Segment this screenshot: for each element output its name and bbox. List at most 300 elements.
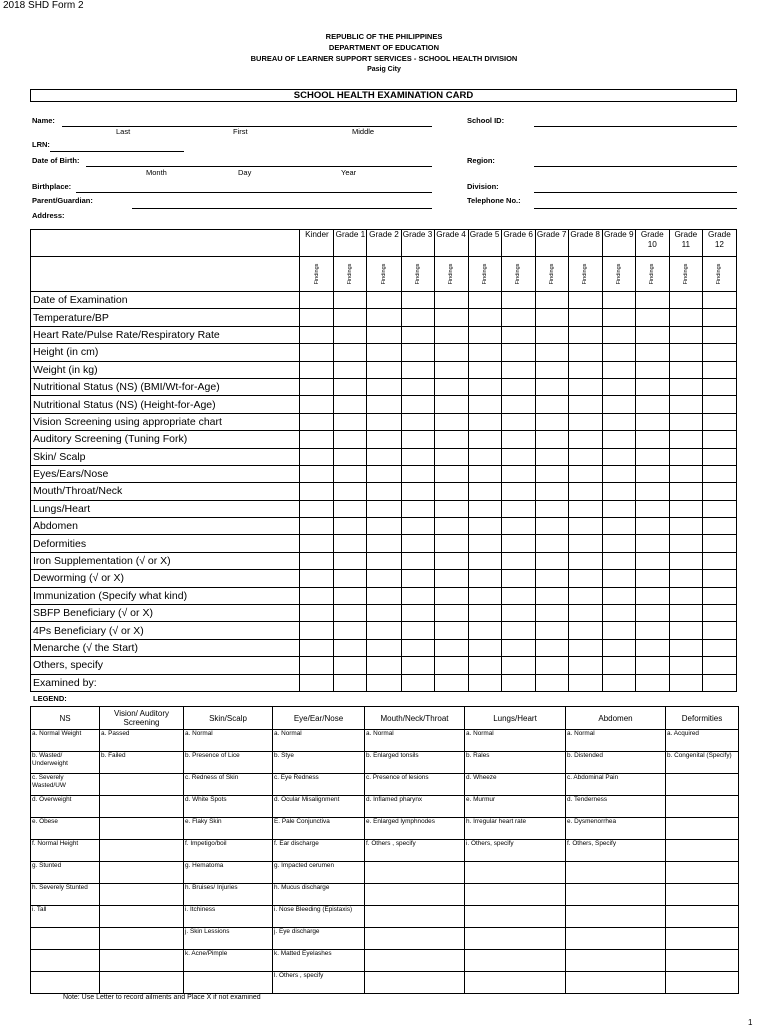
entry-cell[interactable] [702, 587, 736, 604]
entry-cell[interactable] [669, 361, 702, 378]
entry-cell[interactable] [434, 587, 468, 604]
entry-cell[interactable] [401, 500, 434, 517]
entry-cell[interactable] [535, 344, 568, 361]
entry-cell[interactable] [367, 605, 401, 622]
entry-cell[interactable] [300, 378, 334, 395]
entry-cell[interactable] [367, 535, 401, 552]
entry-cell[interactable] [535, 448, 568, 465]
entry-cell[interactable] [635, 535, 669, 552]
entry-cell[interactable] [602, 639, 635, 656]
entry-cell[interactable] [501, 483, 535, 500]
entry-cell[interactable] [401, 448, 434, 465]
entry-cell[interactable] [669, 326, 702, 343]
entry-cell[interactable] [434, 465, 468, 482]
entry-cell[interactable] [535, 587, 568, 604]
entry-cell[interactable] [401, 570, 434, 587]
entry-cell[interactable] [367, 552, 401, 569]
entry-cell[interactable] [468, 622, 501, 639]
entry-cell[interactable] [568, 361, 602, 378]
entry-cell[interactable] [367, 465, 401, 482]
entry-cell[interactable] [669, 500, 702, 517]
entry-cell[interactable] [669, 657, 702, 674]
entry-cell[interactable] [334, 483, 367, 500]
entry-cell[interactable] [401, 657, 434, 674]
entry-cell[interactable] [401, 413, 434, 430]
entry-cell[interactable] [501, 500, 535, 517]
entry-cell[interactable] [669, 605, 702, 622]
entry-cell[interactable] [669, 674, 702, 691]
entry-cell[interactable] [568, 483, 602, 500]
entry-cell[interactable] [635, 483, 669, 500]
entry-cell[interactable] [535, 518, 568, 535]
entry-cell[interactable] [334, 518, 367, 535]
entry-cell[interactable] [401, 326, 434, 343]
entry-cell[interactable] [367, 518, 401, 535]
entry-cell[interactable] [434, 639, 468, 656]
entry-cell[interactable] [367, 500, 401, 517]
entry-cell[interactable] [568, 448, 602, 465]
entry-cell[interactable] [434, 396, 468, 413]
entry-cell[interactable] [468, 518, 501, 535]
entry-cell[interactable] [501, 639, 535, 656]
entry-cell[interactable] [468, 483, 501, 500]
entry-cell[interactable] [602, 535, 635, 552]
entry-cell[interactable] [300, 396, 334, 413]
entry-cell[interactable] [535, 292, 568, 309]
entry-cell[interactable] [434, 518, 468, 535]
entry-cell[interactable] [702, 518, 736, 535]
entry-cell[interactable] [702, 639, 736, 656]
entry-cell[interactable] [434, 344, 468, 361]
entry-cell[interactable] [367, 431, 401, 448]
entry-cell[interactable] [535, 465, 568, 482]
school-id-line[interactable] [534, 126, 737, 127]
entry-cell[interactable] [434, 413, 468, 430]
entry-cell[interactable] [669, 309, 702, 326]
entry-cell[interactable] [501, 587, 535, 604]
entry-cell[interactable] [401, 518, 434, 535]
entry-cell[interactable] [602, 309, 635, 326]
entry-cell[interactable] [501, 413, 535, 430]
region-line[interactable] [534, 166, 737, 167]
entry-cell[interactable] [535, 622, 568, 639]
entry-cell[interactable] [702, 674, 736, 691]
entry-cell[interactable] [468, 674, 501, 691]
entry-cell[interactable] [401, 483, 434, 500]
entry-cell[interactable] [602, 518, 635, 535]
entry-cell[interactable] [635, 570, 669, 587]
entry-cell[interactable] [367, 587, 401, 604]
entry-cell[interactable] [602, 622, 635, 639]
entry-cell[interactable] [669, 570, 702, 587]
entry-cell[interactable] [300, 344, 334, 361]
entry-cell[interactable] [568, 605, 602, 622]
entry-cell[interactable] [334, 639, 367, 656]
entry-cell[interactable] [669, 483, 702, 500]
entry-cell[interactable] [702, 396, 736, 413]
entry-cell[interactable] [702, 361, 736, 378]
entry-cell[interactable] [635, 518, 669, 535]
entry-cell[interactable] [334, 431, 367, 448]
entry-cell[interactable] [669, 465, 702, 482]
entry-cell[interactable] [367, 292, 401, 309]
entry-cell[interactable] [602, 465, 635, 482]
entry-cell[interactable] [702, 622, 736, 639]
entry-cell[interactable] [401, 674, 434, 691]
entry-cell[interactable] [602, 570, 635, 587]
entry-cell[interactable] [635, 605, 669, 622]
entry-cell[interactable] [468, 361, 501, 378]
entry-cell[interactable] [635, 674, 669, 691]
entry-cell[interactable] [568, 396, 602, 413]
entry-cell[interactable] [401, 309, 434, 326]
entry-cell[interactable] [334, 535, 367, 552]
entry-cell[interactable] [501, 396, 535, 413]
parent-line[interactable] [132, 208, 432, 209]
entry-cell[interactable] [669, 518, 702, 535]
entry-cell[interactable] [602, 326, 635, 343]
entry-cell[interactable] [501, 570, 535, 587]
entry-cell[interactable] [300, 674, 334, 691]
entry-cell[interactable] [635, 587, 669, 604]
entry-cell[interactable] [300, 605, 334, 622]
entry-cell[interactable] [300, 326, 334, 343]
entry-cell[interactable] [334, 448, 367, 465]
entry-cell[interactable] [669, 396, 702, 413]
entry-cell[interactable] [602, 552, 635, 569]
entry-cell[interactable] [535, 431, 568, 448]
entry-cell[interactable] [702, 413, 736, 430]
entry-cell[interactable] [635, 657, 669, 674]
entry-cell[interactable] [434, 552, 468, 569]
entry-cell[interactable] [535, 535, 568, 552]
entry-cell[interactable] [535, 396, 568, 413]
entry-cell[interactable] [602, 483, 635, 500]
entry-cell[interactable] [367, 639, 401, 656]
entry-cell[interactable] [468, 292, 501, 309]
entry-cell[interactable] [300, 448, 334, 465]
entry-cell[interactable] [468, 465, 501, 482]
entry-cell[interactable] [501, 309, 535, 326]
entry-cell[interactable] [300, 292, 334, 309]
entry-cell[interactable] [434, 622, 468, 639]
entry-cell[interactable] [602, 448, 635, 465]
entry-cell[interactable] [334, 292, 367, 309]
entry-cell[interactable] [568, 326, 602, 343]
entry-cell[interactable] [401, 465, 434, 482]
entry-cell[interactable] [401, 431, 434, 448]
entry-cell[interactable] [434, 500, 468, 517]
entry-cell[interactable] [367, 326, 401, 343]
entry-cell[interactable] [401, 552, 434, 569]
division-line[interactable] [534, 192, 737, 193]
entry-cell[interactable] [635, 396, 669, 413]
entry-cell[interactable] [535, 570, 568, 587]
entry-cell[interactable] [334, 605, 367, 622]
entry-cell[interactable] [468, 657, 501, 674]
entry-cell[interactable] [468, 344, 501, 361]
entry-cell[interactable] [300, 552, 334, 569]
entry-cell[interactable] [300, 535, 334, 552]
entry-cell[interactable] [702, 570, 736, 587]
entry-cell[interactable] [401, 587, 434, 604]
entry-cell[interactable] [334, 344, 367, 361]
entry-cell[interactable] [300, 431, 334, 448]
entry-cell[interactable] [535, 657, 568, 674]
entry-cell[interactable] [300, 500, 334, 517]
entry-cell[interactable] [300, 518, 334, 535]
entry-cell[interactable] [367, 448, 401, 465]
entry-cell[interactable] [702, 500, 736, 517]
entry-cell[interactable] [468, 326, 501, 343]
entry-cell[interactable] [702, 309, 736, 326]
entry-cell[interactable] [501, 657, 535, 674]
birthplace-line[interactable] [76, 192, 432, 193]
entry-cell[interactable] [468, 570, 501, 587]
entry-cell[interactable] [367, 396, 401, 413]
entry-cell[interactable] [300, 570, 334, 587]
entry-cell[interactable] [535, 605, 568, 622]
entry-cell[interactable] [300, 413, 334, 430]
entry-cell[interactable] [334, 500, 367, 517]
entry-cell[interactable] [468, 431, 501, 448]
entry-cell[interactable] [401, 605, 434, 622]
entry-cell[interactable] [568, 570, 602, 587]
entry-cell[interactable] [468, 448, 501, 465]
entry-cell[interactable] [434, 535, 468, 552]
entry-cell[interactable] [468, 535, 501, 552]
entry-cell[interactable] [702, 431, 736, 448]
entry-cell[interactable] [300, 309, 334, 326]
entry-cell[interactable] [568, 465, 602, 482]
entry-cell[interactable] [501, 378, 535, 395]
entry-cell[interactable] [568, 292, 602, 309]
entry-cell[interactable] [602, 605, 635, 622]
entry-cell[interactable] [401, 639, 434, 656]
entry-cell[interactable] [702, 292, 736, 309]
entry-cell[interactable] [702, 344, 736, 361]
entry-cell[interactable] [434, 378, 468, 395]
entry-cell[interactable] [434, 292, 468, 309]
entry-cell[interactable] [501, 431, 535, 448]
entry-cell[interactable] [367, 622, 401, 639]
entry-cell[interactable] [568, 622, 602, 639]
entry-cell[interactable] [535, 309, 568, 326]
entry-cell[interactable] [468, 552, 501, 569]
entry-cell[interactable] [602, 378, 635, 395]
entry-cell[interactable] [635, 552, 669, 569]
entry-cell[interactable] [535, 552, 568, 569]
entry-cell[interactable] [568, 552, 602, 569]
entry-cell[interactable] [669, 622, 702, 639]
entry-cell[interactable] [568, 344, 602, 361]
entry-cell[interactable] [334, 587, 367, 604]
entry-cell[interactable] [401, 292, 434, 309]
entry-cell[interactable] [501, 674, 535, 691]
entry-cell[interactable] [702, 552, 736, 569]
entry-cell[interactable] [501, 292, 535, 309]
entry-cell[interactable] [568, 431, 602, 448]
entry-cell[interactable] [501, 552, 535, 569]
entry-cell[interactable] [434, 570, 468, 587]
entry-cell[interactable] [367, 657, 401, 674]
entry-cell[interactable] [702, 326, 736, 343]
entry-cell[interactable] [367, 361, 401, 378]
entry-cell[interactable] [401, 622, 434, 639]
entry-cell[interactable] [468, 639, 501, 656]
entry-cell[interactable] [602, 292, 635, 309]
entry-cell[interactable] [669, 552, 702, 569]
entry-cell[interactable] [602, 674, 635, 691]
entry-cell[interactable] [635, 292, 669, 309]
entry-cell[interactable] [434, 483, 468, 500]
entry-cell[interactable] [334, 465, 367, 482]
entry-cell[interactable] [635, 500, 669, 517]
entry-cell[interactable] [635, 361, 669, 378]
entry-cell[interactable] [334, 378, 367, 395]
entry-cell[interactable] [568, 413, 602, 430]
entry-cell[interactable] [434, 448, 468, 465]
entry-cell[interactable] [367, 413, 401, 430]
entry-cell[interactable] [568, 500, 602, 517]
entry-cell[interactable] [300, 465, 334, 482]
entry-cell[interactable] [568, 674, 602, 691]
entry-cell[interactable] [334, 674, 367, 691]
entry-cell[interactable] [434, 657, 468, 674]
entry-cell[interactable] [367, 378, 401, 395]
entry-cell[interactable] [635, 344, 669, 361]
entry-cell[interactable] [535, 361, 568, 378]
entry-cell[interactable] [334, 570, 367, 587]
entry-cell[interactable] [568, 518, 602, 535]
entry-cell[interactable] [568, 657, 602, 674]
entry-cell[interactable] [635, 326, 669, 343]
entry-cell[interactable] [468, 500, 501, 517]
entry-cell[interactable] [568, 535, 602, 552]
entry-cell[interactable] [501, 361, 535, 378]
entry-cell[interactable] [702, 605, 736, 622]
entry-cell[interactable] [669, 639, 702, 656]
entry-cell[interactable] [334, 396, 367, 413]
entry-cell[interactable] [367, 344, 401, 361]
entry-cell[interactable] [635, 465, 669, 482]
entry-cell[interactable] [669, 448, 702, 465]
entry-cell[interactable] [568, 639, 602, 656]
entry-cell[interactable] [501, 344, 535, 361]
entry-cell[interactable] [501, 605, 535, 622]
entry-cell[interactable] [501, 465, 535, 482]
entry-cell[interactable] [568, 309, 602, 326]
entry-cell[interactable] [468, 587, 501, 604]
entry-cell[interactable] [401, 396, 434, 413]
entry-cell[interactable] [434, 326, 468, 343]
entry-cell[interactable] [401, 344, 434, 361]
entry-cell[interactable] [434, 431, 468, 448]
entry-cell[interactable] [702, 483, 736, 500]
entry-cell[interactable] [334, 552, 367, 569]
entry-cell[interactable] [367, 309, 401, 326]
entry-cell[interactable] [535, 674, 568, 691]
entry-cell[interactable] [401, 361, 434, 378]
entry-cell[interactable] [300, 622, 334, 639]
entry-cell[interactable] [568, 587, 602, 604]
entry-cell[interactable] [434, 309, 468, 326]
entry-cell[interactable] [367, 483, 401, 500]
entry-cell[interactable] [535, 639, 568, 656]
entry-cell[interactable] [468, 396, 501, 413]
entry-cell[interactable] [501, 518, 535, 535]
entry-cell[interactable] [501, 448, 535, 465]
entry-cell[interactable] [602, 587, 635, 604]
entry-cell[interactable] [468, 413, 501, 430]
entry-cell[interactable] [635, 309, 669, 326]
entry-cell[interactable] [669, 587, 702, 604]
entry-cell[interactable] [300, 657, 334, 674]
lrn-line[interactable] [50, 151, 184, 152]
entry-cell[interactable] [434, 361, 468, 378]
entry-cell[interactable] [334, 361, 367, 378]
entry-cell[interactable] [334, 657, 367, 674]
entry-cell[interactable] [334, 309, 367, 326]
entry-cell[interactable] [702, 657, 736, 674]
entry-cell[interactable] [401, 378, 434, 395]
entry-cell[interactable] [635, 413, 669, 430]
entry-cell[interactable] [468, 605, 501, 622]
entry-cell[interactable] [669, 292, 702, 309]
entry-cell[interactable] [635, 448, 669, 465]
entry-cell[interactable] [334, 326, 367, 343]
entry-cell[interactable] [702, 378, 736, 395]
entry-cell[interactable] [535, 483, 568, 500]
entry-cell[interactable] [602, 413, 635, 430]
entry-cell[interactable] [468, 309, 501, 326]
entry-cell[interactable] [535, 413, 568, 430]
entry-cell[interactable] [602, 344, 635, 361]
entry-cell[interactable] [300, 483, 334, 500]
entry-cell[interactable] [702, 448, 736, 465]
entry-cell[interactable] [434, 674, 468, 691]
entry-cell[interactable] [635, 431, 669, 448]
entry-cell[interactable] [669, 344, 702, 361]
entry-cell[interactable] [334, 413, 367, 430]
entry-cell[interactable] [602, 396, 635, 413]
entry-cell[interactable] [602, 657, 635, 674]
entry-cell[interactable] [334, 622, 367, 639]
entry-cell[interactable] [535, 500, 568, 517]
entry-cell[interactable] [300, 639, 334, 656]
entry-cell[interactable] [635, 378, 669, 395]
entry-cell[interactable] [635, 622, 669, 639]
entry-cell[interactable] [669, 413, 702, 430]
entry-cell[interactable] [501, 535, 535, 552]
entry-cell[interactable] [602, 500, 635, 517]
entry-cell[interactable] [501, 622, 535, 639]
entry-cell[interactable] [367, 570, 401, 587]
entry-cell[interactable] [669, 535, 702, 552]
entry-cell[interactable] [468, 378, 501, 395]
entry-cell[interactable] [300, 587, 334, 604]
entry-cell[interactable] [702, 535, 736, 552]
dob-line[interactable] [86, 166, 432, 167]
entry-cell[interactable] [300, 361, 334, 378]
entry-cell[interactable] [535, 378, 568, 395]
entry-cell[interactable] [602, 431, 635, 448]
entry-cell[interactable] [367, 674, 401, 691]
entry-cell[interactable] [568, 378, 602, 395]
entry-cell[interactable] [635, 639, 669, 656]
entry-cell[interactable] [535, 326, 568, 343]
entry-cell[interactable] [669, 378, 702, 395]
